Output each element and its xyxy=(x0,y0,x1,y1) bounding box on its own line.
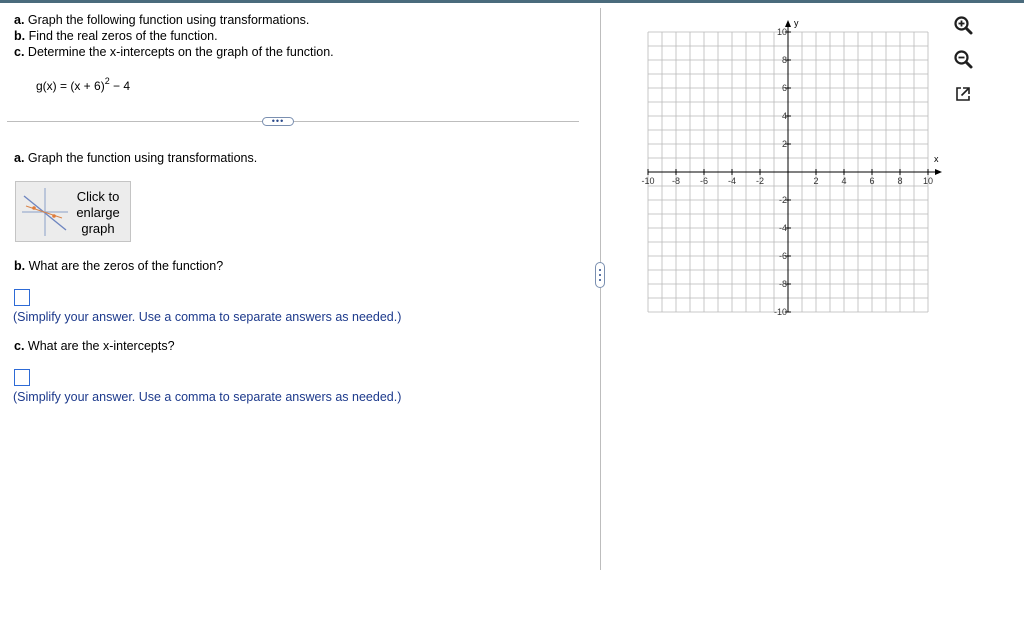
enlarge-graph-button[interactable] xyxy=(15,181,131,242)
graph-thumbnail-icon xyxy=(22,188,68,236)
panel-resize-handle[interactable] xyxy=(595,262,605,288)
vertical-divider xyxy=(600,8,601,570)
question-b: b. Find the real zeros of the function. xyxy=(14,29,218,43)
x-tick-label: -2 xyxy=(755,176,765,186)
x-tick-label: 4 xyxy=(841,176,847,186)
y-tick-label: 10 xyxy=(776,27,787,37)
y-tick-label: 8 xyxy=(781,55,787,65)
expand-more-button[interactable]: ••• xyxy=(262,117,294,126)
zoom-in-icon[interactable] xyxy=(952,14,974,36)
part-c-prompt: c. What are the x-intercepts? xyxy=(14,339,175,353)
x-tick-label: 6 xyxy=(869,176,875,186)
top-border xyxy=(0,0,1024,3)
y-tick-label: 2 xyxy=(781,139,787,149)
part-a-prompt: a. Graph the function using transformations. xyxy=(14,151,258,165)
coordinate-graph[interactable] xyxy=(630,10,950,320)
function-expression: $g(x) = (x + 6)^2 - 4$ xyxy=(36,76,131,93)
x-tick-label: -6 xyxy=(699,176,709,186)
y-tick-label: -10 xyxy=(773,307,787,317)
part-b-prompt: b. What are the zeros of the function? xyxy=(14,259,224,273)
x-tick-label: -10 xyxy=(641,176,655,186)
zeros-hint: (Simplify your answer. Use a comma to separate answers as needed.) xyxy=(13,310,402,324)
y-tick-label: -8 xyxy=(778,279,787,289)
question-a: a. Graph the following function using transformations. xyxy=(14,13,310,27)
x-tick-label: -8 xyxy=(671,176,681,186)
x-axis-label: x xyxy=(934,154,939,164)
y-tick-label: -6 xyxy=(778,251,787,261)
y-tick-label: 6 xyxy=(781,83,787,93)
zoom-out-icon[interactable] xyxy=(952,48,974,70)
x-tick-label: 8 xyxy=(897,176,903,186)
x-intercepts-answer-input[interactable] xyxy=(14,369,30,386)
y-tick-label: -2 xyxy=(778,195,787,205)
x-tick-label: -4 xyxy=(727,176,737,186)
y-axis-arrow xyxy=(785,20,791,27)
y-tick-label: -4 xyxy=(778,223,787,233)
question-c: c. Determine the x-intercepts on the graph of the function. xyxy=(14,45,334,59)
x-tick-label: 2 xyxy=(813,176,819,186)
x-intercepts-hint: (Simplify your answer. Use a comma to separate answers as needed.) xyxy=(13,390,402,404)
x-axis-arrow xyxy=(935,169,942,175)
enlarge-graph-label: Click to enlarge graph xyxy=(76,189,120,236)
popout-icon[interactable] xyxy=(952,83,974,105)
zeros-answer-input[interactable] xyxy=(14,289,30,306)
x-tick-label: 10 xyxy=(922,176,934,186)
y-axis-label: y xyxy=(794,18,799,28)
y-tick-label: 4 xyxy=(781,111,787,121)
